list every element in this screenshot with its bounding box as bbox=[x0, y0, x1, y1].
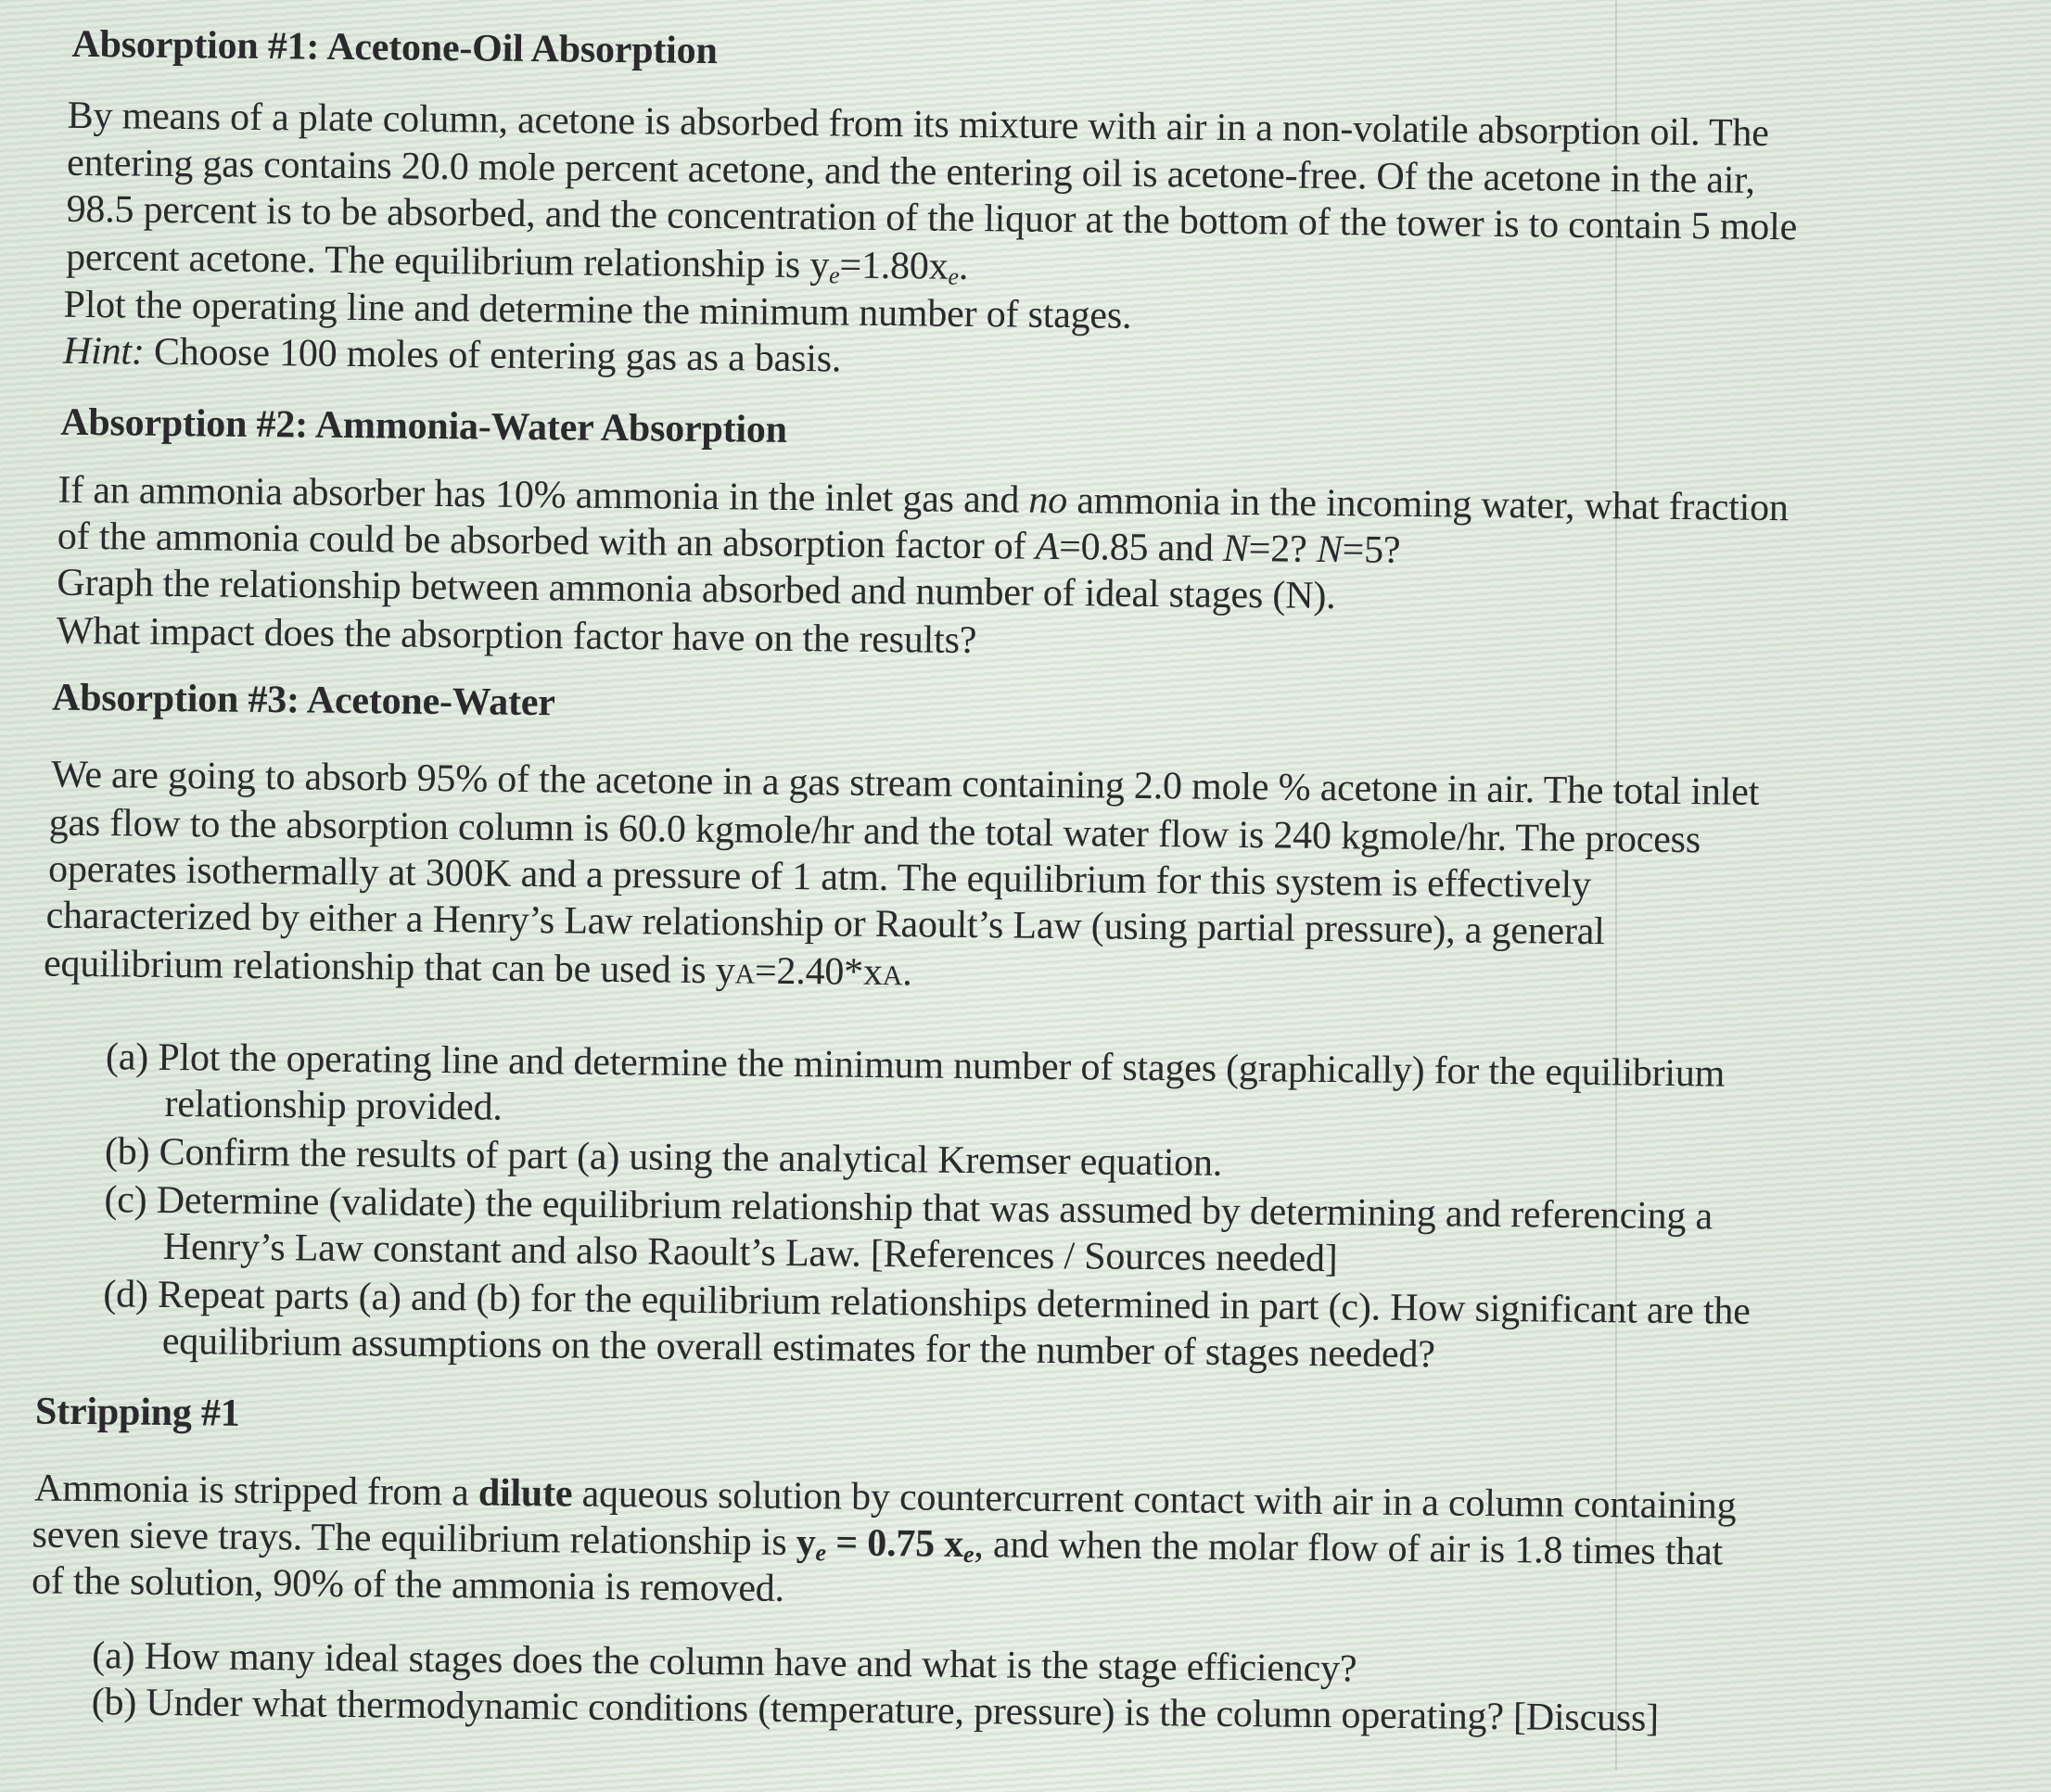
text-line bbox=[32, 1557, 784, 1611]
text-line bbox=[63, 328, 842, 383]
text-segment: ammonia in the incoming water, what fraction bbox=[1066, 479, 1789, 530]
text-segment: We are going to absorb 95% of the acetone in a gas stream containing 2.0 mole % acetone in air. The total inlet bbox=[51, 753, 1760, 814]
section-heading: Absorption #3: Acetone-Water bbox=[51, 676, 555, 725]
text-segment: =2.40*x bbox=[754, 949, 884, 995]
text-segment: By means of a plate column, acetone is absorbed from its mixture with air in a non-volatile absorption oil. The bbox=[67, 94, 1769, 155]
text-segment: aqueous solution by countercurrent contact with air in a column containing bbox=[572, 1472, 1737, 1528]
text-segment: (d) Repeat parts (a) and (b) for the equilibrium relationships determined in part (c). How significant are the bbox=[103, 1273, 1751, 1333]
text-line bbox=[44, 941, 912, 1000]
text-segment: If an ammonia absorber has 10% ammonia in the inlet gas and bbox=[57, 468, 1029, 522]
text-segment: A bbox=[1035, 525, 1060, 568]
text-segment: e bbox=[948, 262, 959, 290]
text-line bbox=[92, 1679, 1660, 1742]
text-segment: (a) How many ideal stages does the column have and what is the stage efficiency? bbox=[92, 1634, 1357, 1691]
text-segment: (b) Confirm the results of part (a) using the analytical Kremser equation. bbox=[104, 1130, 1223, 1185]
text-segment: (b) Under what thermodynamic conditions (temperature, pressure) is the column operating? [Discuss] bbox=[91, 1681, 1660, 1740]
text-segment: of the ammonia could be absorbed with an absorption factor of bbox=[57, 515, 1036, 568]
text-segment: e bbox=[828, 261, 840, 289]
text-segment: relationship provided. bbox=[164, 1082, 503, 1129]
text-segment: N bbox=[1316, 527, 1343, 572]
text-segment: equilibrium assumptions on the overall estimates for the number of stages needed? bbox=[161, 1319, 1435, 1377]
text-segment: dilute bbox=[478, 1471, 573, 1516]
section-heading: Stripping #1 bbox=[34, 1390, 240, 1435]
text-segment: 98.5 percent is to be absorbed, and the concentration of the liquor at the bottom of the tower is to contain 5 mole bbox=[66, 187, 1798, 249]
text-segment: , and when the molar flow of air is 1.8 times that bbox=[974, 1523, 1724, 1574]
text-line bbox=[57, 608, 977, 664]
text-segment: . bbox=[902, 951, 912, 995]
text-segment: Graph the relationship between ammonia absorbed and number of ideal stages (N). bbox=[57, 561, 1336, 618]
text-segment: y bbox=[796, 1521, 816, 1565]
text-segment: of the solution, 90% of the ammonia is removed. bbox=[31, 1559, 785, 1610]
text-segment: Henry’s Law constant and also Raoult’s Law. [References / Sources needed] bbox=[162, 1225, 1338, 1281]
text-segment: e bbox=[815, 1539, 827, 1567]
text-segment: What impact does the absorption factor have on the results? bbox=[56, 609, 977, 663]
text-segment: = 0.75 x bbox=[825, 1521, 964, 1566]
text-segment: A bbox=[734, 959, 756, 990]
text-segment: A bbox=[882, 960, 903, 992]
section-heading: Absorption #1: Acetone-Oil Absorption bbox=[71, 22, 718, 73]
text-segment: e bbox=[962, 1540, 975, 1569]
text-segment: entering gas contains 20.0 mole percent acetone, and the entering oil is acetone-free. Of the acetone in the air, bbox=[66, 141, 1755, 202]
text-segment: =5? bbox=[1342, 528, 1401, 572]
text-segment: equilibrium relationship that can be used is y bbox=[43, 942, 735, 993]
text-segment: =2? bbox=[1248, 527, 1318, 571]
text-segment: Ammonia is stripped from a bbox=[33, 1467, 479, 1515]
text-line bbox=[164, 1081, 503, 1131]
text-segment: seven sieve trays. The equilibrium relationship is bbox=[32, 1513, 797, 1565]
text-segment: . bbox=[958, 245, 969, 288]
text-segment: characterized by either a Henry’s Law relationship or Raoult’s Law (using partial pressure), a general bbox=[45, 894, 1605, 954]
text-segment: percent acetone. The equilibrium relationship is y bbox=[65, 235, 830, 287]
text-segment: N bbox=[1222, 527, 1250, 571]
text-segment: operates isothermally at 300K and a pressure of 1 atm. The equilibrium for this system is effectively bbox=[47, 847, 1591, 908]
text-segment: (a) Plot the operating line and determine the minimum number of stages (graphically) for the equilibrium bbox=[105, 1036, 1726, 1096]
text-segment: gas flow to the absorption column is 60.0 kgmole/hr and the total water flow is 240 kgmole/hr. The process bbox=[48, 801, 1701, 862]
text-segment: Plot the operating line and determine the minimum number of stages. bbox=[63, 283, 1132, 337]
text-segment: =1.80x bbox=[839, 244, 949, 288]
text-segment: no bbox=[1028, 478, 1068, 523]
text-segment: =0.85 and bbox=[1058, 525, 1224, 570]
text-segment: Hint: bbox=[62, 329, 145, 374]
section-heading: Absorption #2: Ammonia-Water Absorption bbox=[59, 400, 788, 451]
text-segment: (c) Determine (validate) the equilibrium relationship that was assumed by determining and referencing a bbox=[104, 1178, 1713, 1239]
text-segment: Choose 100 moles of entering gas as a basis. bbox=[144, 330, 842, 381]
